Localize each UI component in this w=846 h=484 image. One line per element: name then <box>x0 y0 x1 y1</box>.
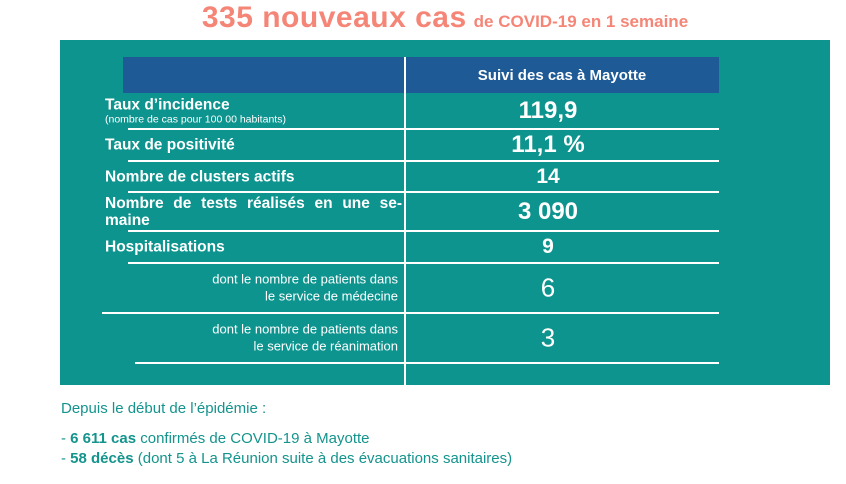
table-row-patients-reanimation <box>60 313 830 363</box>
title-main: 335 nouveaux cas <box>201 1 467 34</box>
footer-bold-cas: 6 611 cas <box>70 430 137 447</box>
row-label-line2: le service de réanimation <box>253 338 398 353</box>
row-label-line1: dont le nombre de patients dans <box>212 321 398 337</box>
summary-panel <box>60 40 830 385</box>
table-row-tests-realises <box>60 192 830 231</box>
table-row-clusters-actifs <box>60 161 830 192</box>
row-value: 119,9 <box>518 97 578 124</box>
row-label-line2: maine <box>105 211 150 229</box>
table-row-taux-positivite <box>60 129 830 161</box>
row-value: 3 090 <box>517 197 579 225</box>
table-header-title: Suivi des cas à Mayotte <box>477 66 647 84</box>
table-row-taux-incidence <box>60 93 830 129</box>
row-divider <box>135 362 719 364</box>
row-value: 6 <box>540 272 556 303</box>
page-title <box>0 1 846 35</box>
footer-line-cas-confirmes <box>61 430 370 447</box>
row-value: 9 <box>542 235 554 258</box>
table-header-bar <box>123 57 719 93</box>
row-label-line2: le service de médecine <box>265 288 398 303</box>
row-label-line1: Nombre de tests réalisés en une se- <box>105 194 402 212</box>
row-value: 14 <box>536 164 560 188</box>
title-sub: de COVID-19 en 1 semaine <box>473 12 689 31</box>
row-label: Nombre de clusters actifs <box>105 168 295 185</box>
footer-dash: - <box>61 430 71 447</box>
footer-line-deces <box>61 450 512 467</box>
row-label <box>148 322 398 355</box>
footer-rest: confirmés de COVID-19 à Mayotte <box>136 430 370 447</box>
row-label: Hospitalisations <box>105 238 225 256</box>
footer-dash: - <box>61 450 71 467</box>
row-label-line1: dont le nombre de patients dans <box>212 271 398 287</box>
row-value: 3 <box>540 322 556 353</box>
row-sublabel: (nombre de cas pour 100 00 habitants) <box>105 113 286 126</box>
table-row-patients-medecine <box>60 263 830 313</box>
row-label: Taux de positivité <box>105 136 235 154</box>
row-label-text: Taux d’incidence <box>105 96 230 114</box>
table-row-hospitalisations <box>60 231 830 263</box>
row-label <box>148 272 398 305</box>
row-label <box>105 195 402 229</box>
row-value: 11,1 % <box>511 131 585 158</box>
footer-heading: Depuis le début de l’épidémie : <box>61 400 267 417</box>
footer-rest: (dont 5 à La Réunion suite à des évacuations sanitaires) <box>133 450 513 467</box>
footer-bold-deces: 58 décès <box>70 450 134 467</box>
row-label <box>105 97 286 126</box>
